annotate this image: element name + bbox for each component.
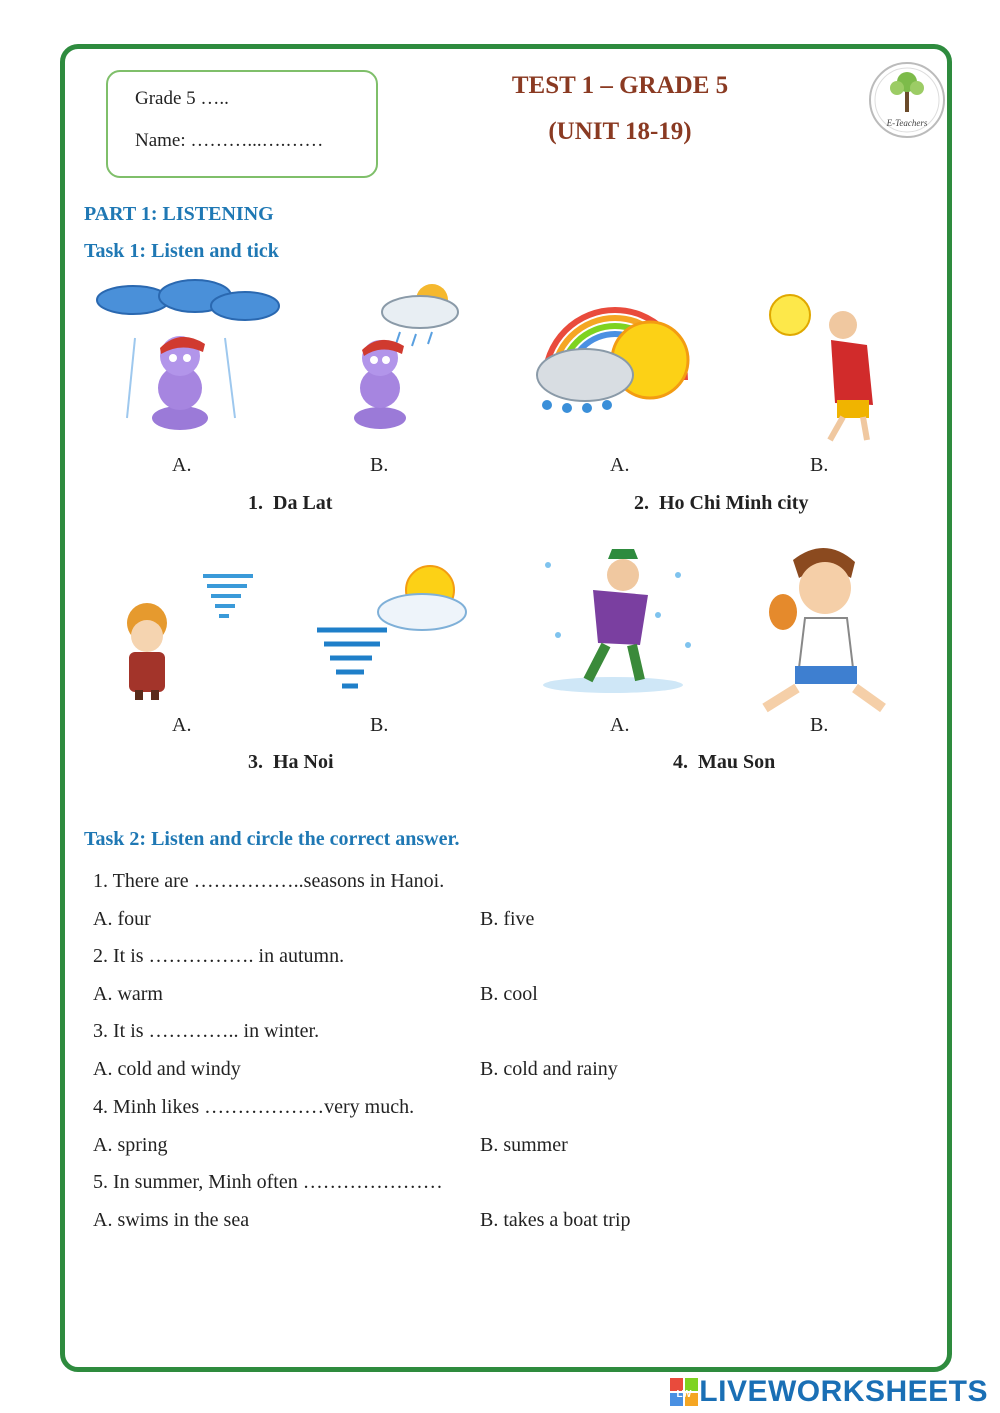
task2-q3-answer-b[interactable]: B. cold and rainy xyxy=(480,1058,618,1080)
item2-label: 2. Ho Chi Minh city xyxy=(634,492,809,514)
task2-q5-answer-a[interactable]: A. swims in the sea xyxy=(93,1209,250,1231)
task2-q1-answer-b[interactable]: B. five xyxy=(480,908,535,930)
task2-q2-answer-a[interactable]: A. warm xyxy=(93,983,163,1005)
task2-question-4: 4. Minh likes ………………very much. xyxy=(93,1096,415,1118)
cold-snow-man-picture xyxy=(528,545,698,695)
girl-windy-tornado-picture xyxy=(115,568,265,703)
q4-option-a[interactable]: A. xyxy=(610,714,630,736)
q2-option-b[interactable]: B. xyxy=(810,454,829,476)
task2-q1-answer-a[interactable]: A. four xyxy=(93,908,151,930)
item4-label: 4. Mau Son xyxy=(673,751,776,773)
task2-q5-answer-b[interactable]: B. takes a boat trip xyxy=(480,1209,631,1231)
task2-question-5: 5. In summer, Minh often ………………… xyxy=(93,1171,443,1193)
q2-option-a[interactable]: A. xyxy=(610,454,630,476)
liveworksheets-logo-icon xyxy=(669,1377,699,1407)
q4-option-b[interactable]: B. xyxy=(810,714,829,736)
liveworksheets-footer xyxy=(669,1374,988,1410)
task2-q2-answer-b[interactable]: B. cool xyxy=(480,983,538,1005)
e-teachers-logo xyxy=(867,60,947,140)
hot-sweating-man-picture xyxy=(755,285,895,445)
task1-heading: Task 1: Listen and tick xyxy=(84,240,279,262)
svg-text:LW: LW xyxy=(676,1389,692,1400)
task2-question-2: 2. It is ……………. in autumn. xyxy=(93,945,345,967)
q1-option-a[interactable]: A. xyxy=(172,454,192,476)
item3-label: 3. Ha Noi xyxy=(248,751,334,773)
grade-line: Grade 5 ….. xyxy=(135,88,229,109)
part1-heading: PART 1: LISTENING xyxy=(84,203,274,225)
task2-question-1: 1. There are ……………..seasons in Hanoi. xyxy=(93,870,445,892)
name-line: Name: ………...….…… xyxy=(135,130,324,151)
cloudy-rain-worm-picture xyxy=(320,278,470,443)
student-info-box xyxy=(106,70,378,178)
q3-option-a[interactable]: A. xyxy=(172,714,192,736)
task2-heading: Task 2: Listen and circle the correct answer. xyxy=(84,828,460,850)
test-title: TEST 1 – GRADE 5 xyxy=(511,72,729,99)
task2-q4-answer-a[interactable]: A. spring xyxy=(93,1134,168,1156)
task2-question-3: 3. It is ………….. in winter. xyxy=(93,1020,320,1042)
unit-subtitle: (UNIT 18-19) xyxy=(548,118,692,145)
item1-label: 1. Da Lat xyxy=(248,492,333,514)
q3-option-b[interactable]: B. xyxy=(370,714,389,736)
q1-option-b[interactable]: B. xyxy=(370,454,389,476)
rainy-clouds-worm-picture xyxy=(95,278,285,443)
tornado-sun-cloud-picture xyxy=(312,560,472,705)
logo-text: E-Teachers xyxy=(886,118,928,128)
hot-tired-boy-picture xyxy=(755,540,895,718)
task2-q3-answer-a[interactable]: A. cold and windy xyxy=(93,1058,241,1080)
task2-q4-answer-b[interactable]: B. summer xyxy=(480,1134,568,1156)
liveworksheets-brand: LIVEWORKSHEETS xyxy=(699,1375,988,1408)
rainbow-sun-cloud-picture xyxy=(525,290,705,420)
